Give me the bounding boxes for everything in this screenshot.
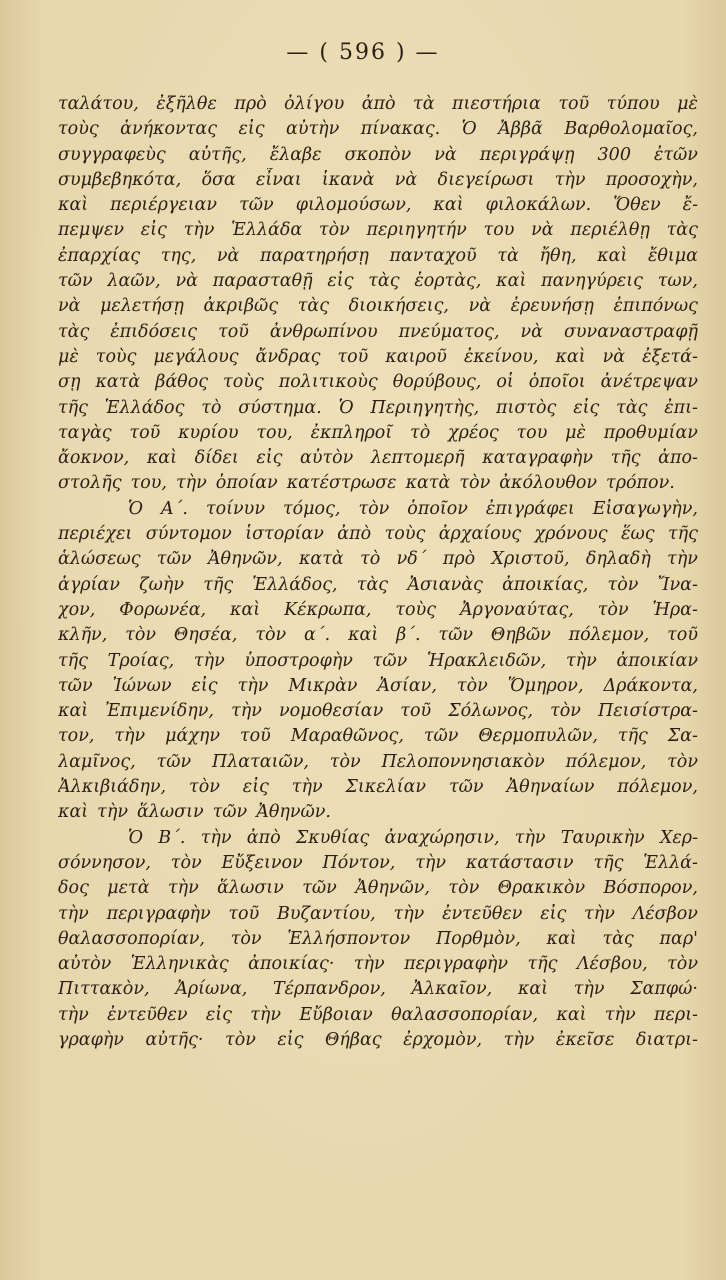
text-line: ταγὰς τοῦ κυρίου του, ἐκπληροῖ τὸ χρέος του μὲ προθυμίαν (58, 422, 698, 443)
text-line: πεμψεν εἰς τὴν Ἑλλάδα τὸν περιηγητήν του νὰ περιέλθῃ τὰς (58, 220, 698, 241)
text-line: τῶν λαῶν, νὰ παρασταθῇ εἰς τὰς ἑορτὰς, καὶ πανηγύρεις των, (58, 271, 698, 292)
text-line: τοὺς ἀνήκοντας εἰς αὐτὴν πίνακας. Ὁ Ἀββᾶ Βαρθολομαῖος, (58, 119, 698, 140)
text-line: συμβεβηκότα, ὅσα εἶναι ἱκανὰ νὰ διεγείρωσι τὴν προσοχὴν, (58, 169, 698, 190)
text-line: χον, Φορωνέα, καὶ Κέκρωπα, τοὺς Ἀργοναύτας, τὸν Ἡρα- (58, 599, 698, 620)
text-line: τῆς Τροίας, τὴν ὑποστροφὴν τῶν Ἡρακλειδῶν, τὴν ἀποικίαν (58, 650, 698, 671)
text-line: Ὁ Α΄. τοίνυν τόμος, τὸν ὁποῖον ἐπιγράφει Εἰσαγωγὴν, (128, 498, 698, 519)
text-line: καὶ περιέργειαν τῶν φιλομούσων, καὶ φιλοκάλων. Ὅθεν ἔ- (58, 195, 698, 216)
text-line: τῶν Ἰώνων εἰς τὴν Μικρὰν Ἀσίαν, τὸν Ὅμηρον, Δράκοντα, (58, 675, 698, 696)
text-line: περιέχει σύντομον ἱστορίαν ἀπὸ τοὺς ἀρχαίους χρόνους ἕως τῆς (58, 524, 698, 545)
text-line: Πιττακὸν, Ἀρίωνα, Τέρπανδρον, Ἀλκαῖον, καὶ τὴν Σαπφώ· (58, 979, 698, 1000)
text-line: καὶ Ἐπιμενίδην, τὴν νομοθεσίαν τοῦ Σόλωνος, τὸν Πεισίστρα- (58, 701, 698, 722)
text-line: τὴν περιγραφὴν τοῦ Βυζαντίου, τὴν ἐντεῦθεν εἰς τὴν Λέσβον (58, 903, 698, 924)
text-line: τὰς ἐπιδόσεις τοῦ ἀνθρωπίνου πνεύματος, νὰ συναναστραφῇ (58, 321, 698, 342)
text-line: γραφὴν αὐτῆς· τὸν εἰς Θήβας ἐρχομὸν, τὴν ἐκεῖσε διατρι- (58, 1029, 698, 1050)
text-line: λαμῖνος, τῶν Πλαταιῶν, τὸν Πελοποννησιακὸν πόλεμον, τὸν (58, 751, 698, 772)
text-line: σῃ κατὰ βάθος τοὺς πολιτικοὺς θορύβους, οἱ ὁποῖοι ἀνέτρεψαν (58, 372, 698, 393)
text-line: συγγραφεὺς αὐτῆς, ἔλαβε σκοπὸν νὰ περιγράψῃ 300 ἐτῶν (58, 144, 698, 165)
text-line: νὰ μελετήσῃ ἀκριβῶς τὰς διοικήσεις, νὰ ἐρευνήσῃ ἐπιπόνως (58, 296, 698, 317)
text-line: θαλασσοπορίαν, τὸν Ἑλλήσποντον Πορθμὸν, καὶ τὰς παρ' (58, 928, 698, 949)
text-line: αὐτὸν Ἑλληνικὰς ἀποικίας· τὴν περιγραφὴν τῆς Λέσβου, τὸν (58, 954, 698, 975)
text-line: καὶ τὴν ἅλωσιν τῶν Ἀθηνῶν. (58, 802, 331, 823)
text-line: ἐπαρχίας της, νὰ παρατηρήσῃ πανταχοῦ τὰ ἤθη, καὶ ἔθιμα (58, 245, 698, 266)
text-line: κλῆν, τὸν Θησέα, τὸν α΄. καὶ β΄. τῶν Θηβῶν πόλεμον, τοῦ (58, 625, 698, 646)
text-line: τῆς Ἑλλάδος τὸ σύστημα. Ὁ Περιηγητὴς, πιστὸς εἰς τὰς ἐπι- (58, 397, 698, 418)
text-line: μὲ τοὺς μεγάλους ἄνδρας τοῦ καιροῦ ἐκείνου, καὶ νὰ ἐξετά- (58, 346, 698, 367)
text-line: Ὁ Β΄. τὴν ἀπὸ Σκυθίας ἀναχώρησιν, τὴν Ταυρικὴν Χερ- (128, 827, 698, 848)
text-line: τὴν ἐντεῦθεν εἰς τὴν Εὔβοιαν θαλασσοπορίαν, καὶ τὴν περι- (58, 1004, 698, 1025)
text-line: ἄοκνον, καὶ δίδει εἰς αὐτὸν λεπτομερῆ καταγραφὴν τῆς ἀπο- (58, 448, 698, 469)
text-line: ἀγρίαν ζωὴν τῆς Ἑλλάδος, τὰς Ἀσιανὰς ἀποικίας, τὸν Ἴνα- (58, 574, 698, 595)
text-line: Ἀλκιβιάδην, τὸν εἰς τὴν Σικελίαν τῶν Ἀθηναίων πόλεμον, (58, 777, 698, 798)
text-line: δος μετὰ τὴν ἅλωσιν τῶν Ἀθηνῶν, τὸν Θρακικὸν Βόσπορον, (58, 878, 698, 899)
text-line: τον, τὴν μάχην τοῦ Μαραθῶνος, τῶν Θερμοπυλῶν, τῆς Σα- (58, 726, 698, 747)
text-line: ἁλώσεως τῶν Ἀθηνῶν, κατὰ τὸ νδ΄ πρὸ Χριστοῦ, δηλαδὴ τὴν (58, 549, 698, 570)
text-line: σόννησον, τὸν Εὔξεινον Πόντον, τὴν κατάστασιν τῆς Ἑλλά- (58, 852, 698, 873)
page-body-text (58, 92, 698, 1053)
text-line: ταλάτου, ἐξῆλθε πρὸ ὀλίγου ἀπὸ τὰ πιεστήρια τοῦ τύπου μὲ (58, 94, 698, 114)
text-line: στολῆς του, τὴν ὁποίαν κατέστρωσε κατὰ τὸν ἀκόλουθον τρόπον. (58, 473, 675, 494)
page-number-header: — ( 596 ) — (286, 40, 440, 65)
